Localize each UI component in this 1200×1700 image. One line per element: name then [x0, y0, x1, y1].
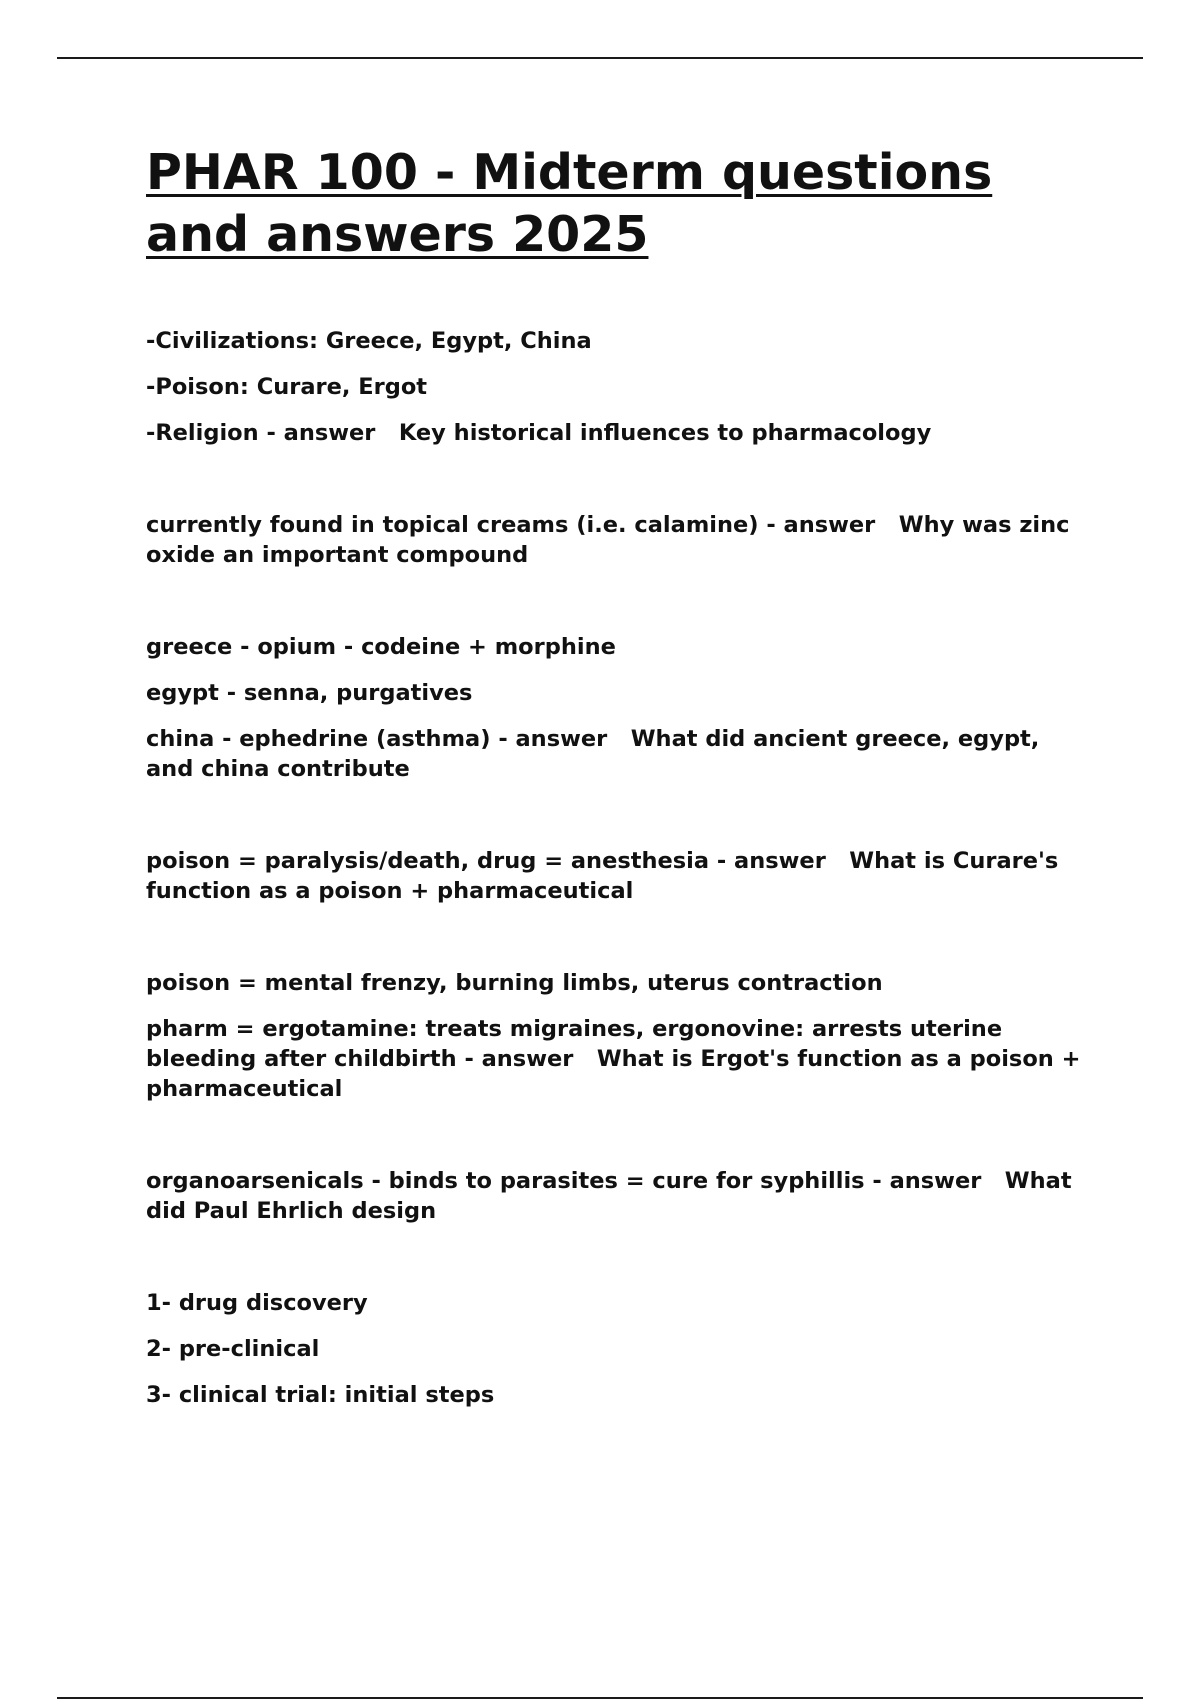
document-body	[146, 142, 1089, 1472]
qa-entry-initial-steps	[146, 1288, 1086, 1410]
qa-line: poison = paralysis/death, drug = anesthesia - answer What is Curare's function as a poison + pharmaceutical	[146, 848, 1067, 904]
qa-entry-zinc-oxide	[146, 510, 1086, 570]
bottom-rule	[57, 1697, 1143, 1699]
qa-line: 3- clinical trial: initial steps	[146, 1382, 495, 1408]
qa-line: 2- pre-clinical	[146, 1336, 320, 1362]
qa-line: currently found in topical creams (i.e. calamine) - answer Why was zinc oxide an important compound	[146, 512, 1078, 568]
qa-line: pharm = ergotamine: treats migraines, ergonovine: arrests uterine bleeding after childbirth - answer What is Ergot's function as a poison + pharmaceutical	[146, 1016, 1089, 1102]
qa-entry-ancient-contributions	[146, 632, 1086, 784]
qa-list	[146, 326, 1089, 1410]
qa-entry-paul-ehrlich	[146, 1166, 1086, 1226]
qa-entry-key-influences	[146, 326, 1086, 448]
document-title: PHAR 100 - Midterm questions and answers 2025	[146, 144, 993, 263]
qa-line: greece - opium - codeine + morphine	[146, 634, 616, 660]
top-rule	[57, 57, 1143, 59]
qa-entry-ergot	[146, 968, 1089, 1104]
qa-line: -Civilizations: Greece, Egypt, China	[146, 328, 592, 354]
qa-line: -Poison: Curare, Ergot	[146, 374, 428, 400]
qa-line: poison = mental frenzy, burning limbs, uterus contraction	[146, 970, 883, 996]
qa-line: 1- drug discovery	[146, 1290, 368, 1316]
qa-entry-curare	[146, 846, 1086, 906]
qa-line: china - ephedrine (asthma) - answer What did ancient greece, egypt, and china contribute	[146, 726, 1048, 782]
qa-line: organoarsenicals - binds to parasites = cure for syphillis - answer What did Paul Ehrlich design	[146, 1168, 1080, 1224]
qa-line: egypt - senna, purgatives	[146, 680, 473, 706]
qa-line: -Religion - answer Key historical influences to pharmacology	[146, 420, 932, 446]
